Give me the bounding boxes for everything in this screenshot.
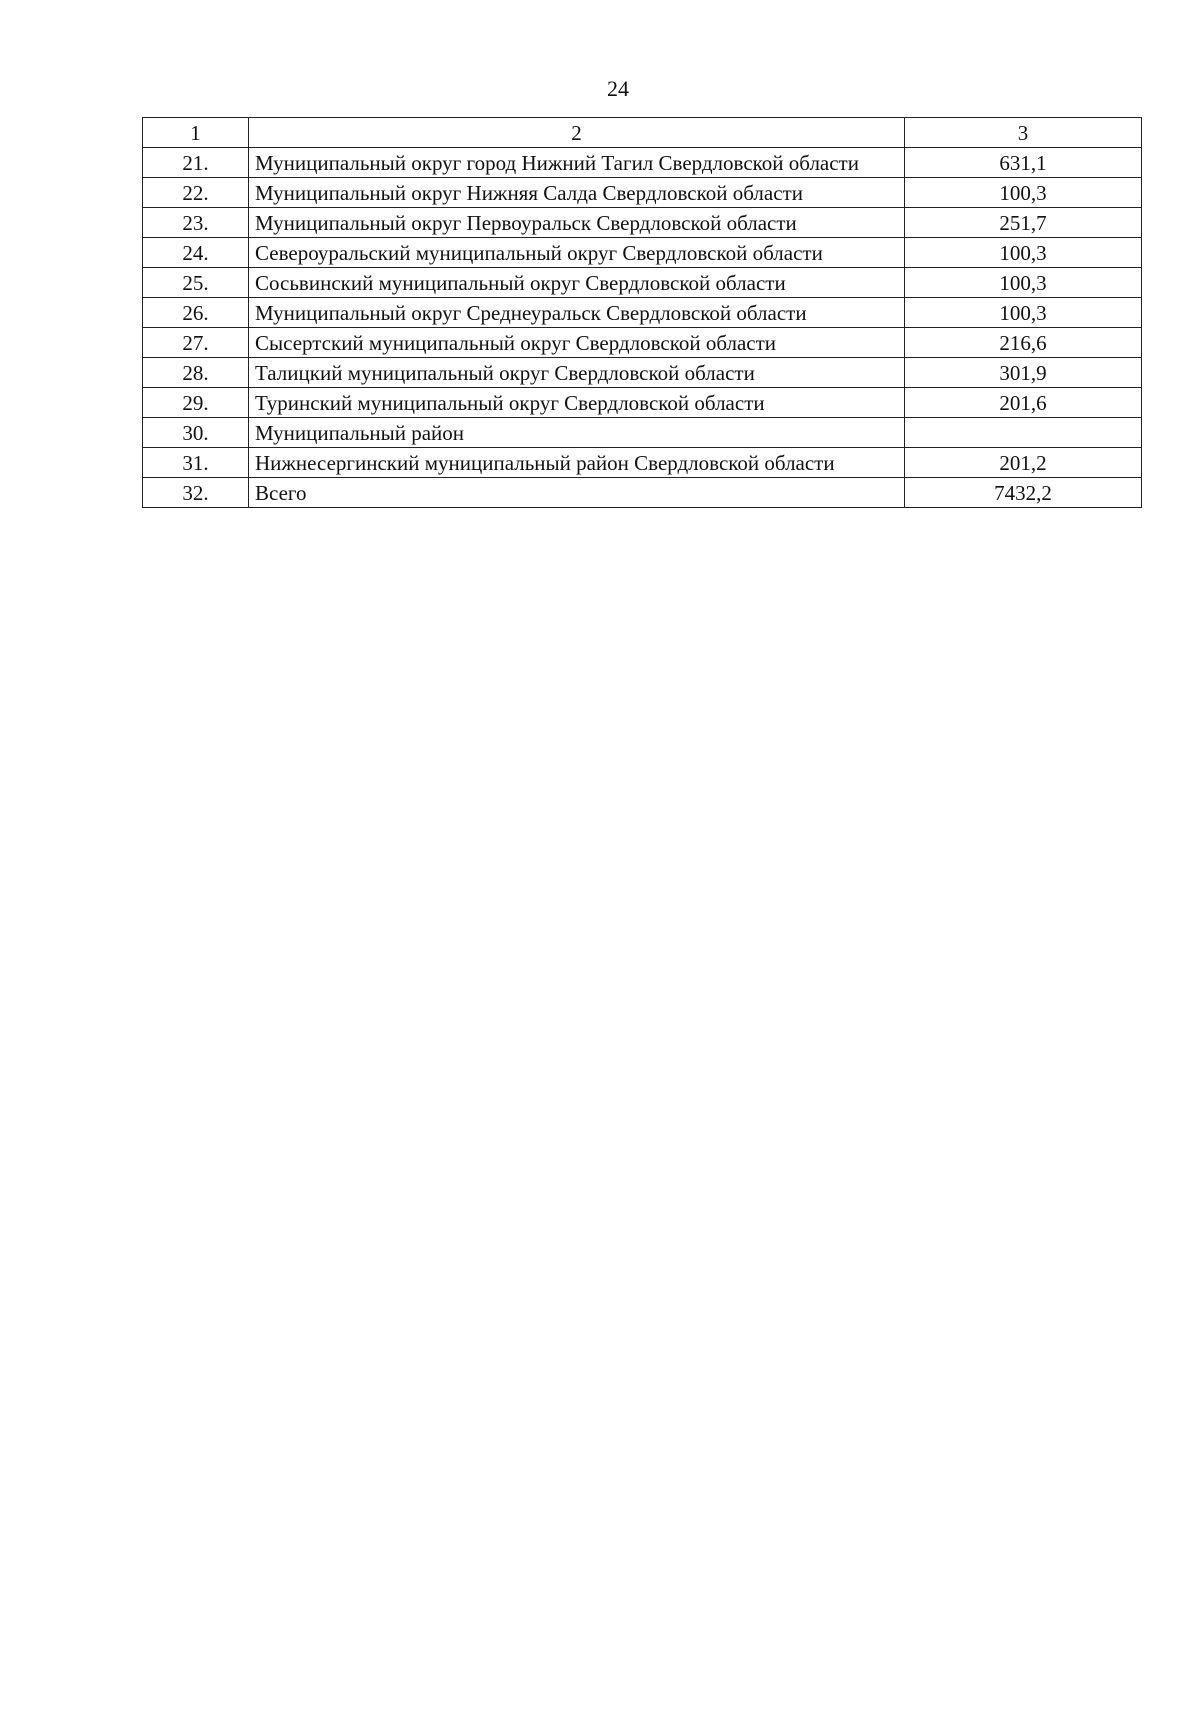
row-value: 631,1 [905,148,1142,178]
row-name: Всего [249,478,905,508]
table-row [143,178,1142,208]
column-header-1: 1 [143,118,249,148]
table-row [143,328,1142,358]
table-row [143,208,1142,238]
row-number: 32. [143,478,249,508]
row-name: Североуральский муниципальный округ Свердловской области [249,238,905,268]
row-value: 251,7 [905,208,1142,238]
row-name: Муниципальный округ город Нижний Тагил Свердловской области [249,148,905,178]
row-name: Муниципальный район [249,418,905,448]
row-number: 22. [143,178,249,208]
row-number: 29. [143,388,249,418]
row-name: Нижнесергинский муниципальный район Свердловской области [249,448,905,478]
table-row [143,238,1142,268]
row-number: 26. [143,298,249,328]
row-number: 24. [143,238,249,268]
row-number: 30. [143,418,249,448]
row-number: 31. [143,448,249,478]
row-value: 100,3 [905,178,1142,208]
row-name: Муниципальный округ Нижняя Салда Свердловской области [249,178,905,208]
row-value: 100,3 [905,298,1142,328]
row-value: 301,9 [905,358,1142,388]
column-header-2: 2 [249,118,905,148]
row-name: Сысертский муниципальный округ Свердловской области [249,328,905,358]
row-value: 216,6 [905,328,1142,358]
column-header-3: 3 [905,118,1142,148]
row-number: 23. [143,208,249,238]
table-row [143,298,1142,328]
row-value: 100,3 [905,238,1142,268]
row-value: 100,3 [905,268,1142,298]
table-row [143,388,1142,418]
row-name: Туринский муниципальный округ Свердловской области [249,388,905,418]
row-value [905,418,1142,448]
table-row [143,148,1142,178]
row-value: 201,6 [905,388,1142,418]
row-value: 7432,2 [905,478,1142,508]
table-row [143,418,1142,448]
row-name: Муниципальный округ Среднеуральск Свердловской области [249,298,905,328]
row-name: Муниципальный округ Первоуральск Свердловской области [249,208,905,238]
row-number: 28. [143,358,249,388]
table-row [143,448,1142,478]
table-row-total [143,478,1142,508]
row-number: 27. [143,328,249,358]
table-row [143,268,1142,298]
page-number: 24 [607,76,629,101]
table-row [143,358,1142,388]
row-number: 25. [143,268,249,298]
row-name: Талицкий муниципальный округ Свердловской области [249,358,905,388]
row-value: 201,2 [905,448,1142,478]
row-number: 21. [143,148,249,178]
allocation-table [142,117,1142,508]
row-name: Сосьвинский муниципальный округ Свердловской области [249,268,905,298]
table-header-row [143,118,1142,148]
